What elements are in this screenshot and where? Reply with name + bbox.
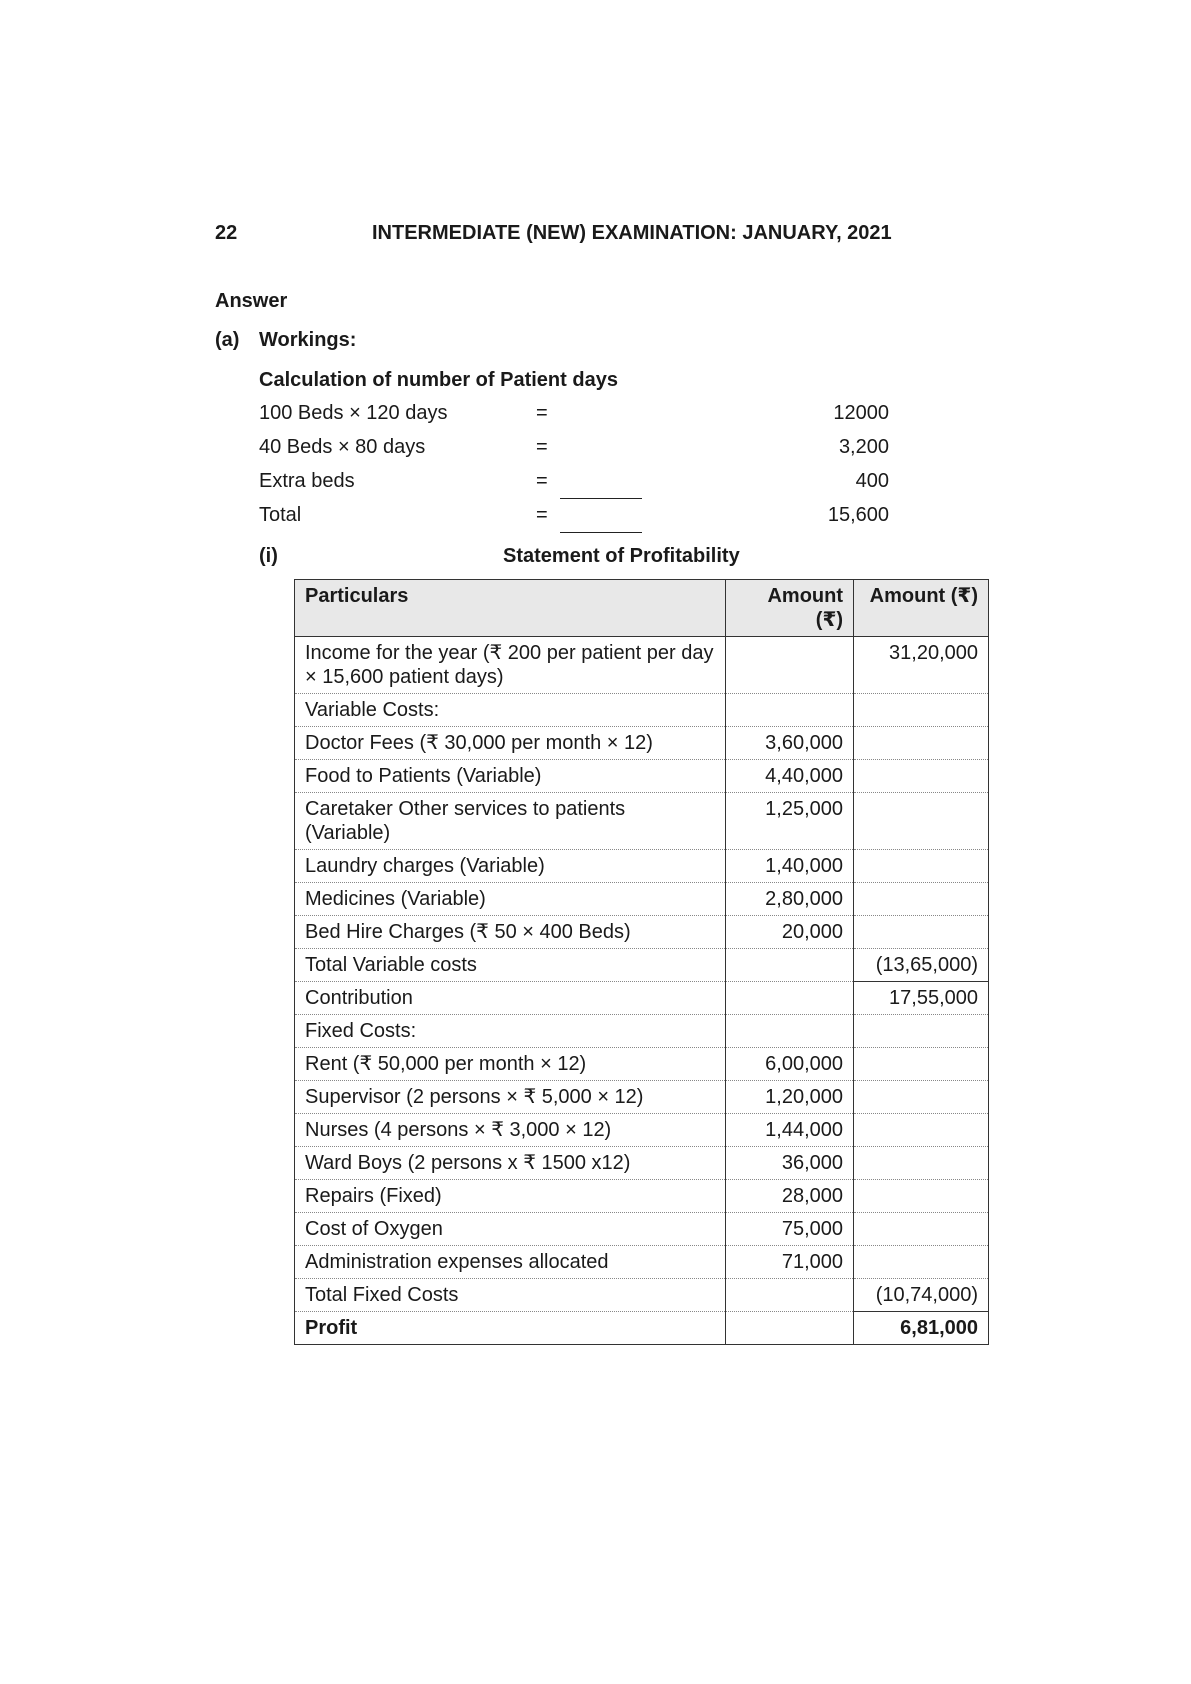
table-row (295, 982, 989, 1015)
row-amount-total (854, 727, 989, 760)
row-amount: 20,000 (726, 916, 854, 949)
calc-value: 3,200 (838, 436, 889, 458)
table-row (295, 694, 989, 727)
part-label: (a) (215, 329, 240, 351)
table-row (295, 850, 989, 883)
column-header-amount: Amount (₹) (854, 580, 989, 637)
row-amount (726, 1279, 854, 1312)
table-row (295, 1180, 989, 1213)
row-amount-total: 31,20,000 (854, 637, 989, 694)
row-amount: 36,000 (726, 1147, 854, 1180)
table-row (295, 1213, 989, 1246)
row-amount: 1,20,000 (726, 1081, 854, 1114)
row-amount (726, 949, 854, 982)
row-amount (726, 637, 854, 694)
row-amount-total: (10,74,000) (854, 1279, 989, 1312)
calc-equals: = (536, 402, 548, 424)
calc-value: 400 (855, 470, 889, 492)
calc-label: Extra beds (259, 470, 355, 492)
statement-title: Statement of Profitability (503, 545, 740, 567)
row-amount-total (854, 1081, 989, 1114)
row-particulars: Ward Boys (2 persons x ₹ 1500 x12) (295, 1147, 726, 1180)
table-row (295, 1114, 989, 1147)
answer-heading: Answer (215, 290, 288, 312)
row-amount: 1,44,000 (726, 1114, 854, 1147)
table-row (295, 637, 989, 694)
row-amount-total (854, 1114, 989, 1147)
row-amount-total (854, 793, 989, 850)
row-amount-total (854, 1048, 989, 1081)
table-row (295, 916, 989, 949)
calc-label: 40 Beds × 80 days (259, 436, 426, 458)
row-particulars: Rent (₹ 50,000 per month × 12) (295, 1048, 726, 1081)
table-row (295, 727, 989, 760)
row-amount: 28,000 (726, 1180, 854, 1213)
row-particulars: Income for the year (₹ 200 per patient per day × 15,600 patient days) (295, 637, 726, 694)
calc-equals: = (536, 436, 548, 458)
table-row (295, 883, 989, 916)
row-particulars: Laundry charges (Variable) (295, 850, 726, 883)
table-row (295, 1246, 989, 1279)
row-amount-total: (13,65,000) (854, 949, 989, 982)
row-amount (726, 1312, 854, 1345)
row-amount-total (854, 1147, 989, 1180)
statement-label: (i) (259, 545, 278, 567)
row-particulars: Variable Costs: (295, 694, 726, 727)
row-amount-total (854, 760, 989, 793)
row-amount: 4,40,000 (726, 760, 854, 793)
column-header-amount: Amount (₹) (726, 580, 854, 637)
row-amount-total: 17,55,000 (854, 982, 989, 1015)
table-row (295, 949, 989, 982)
column-header-particulars: Particulars (295, 580, 726, 637)
table-row (295, 1081, 989, 1114)
table-row-profit (295, 1312, 989, 1345)
row-amount: 71,000 (726, 1246, 854, 1279)
page-header-title: INTERMEDIATE (NEW) EXAMINATION: JANUARY, 2021 (372, 222, 892, 244)
calc-value: 15,600 (827, 504, 889, 526)
row-particulars: Supervisor (2 persons × ₹ 5,000 × 12) (295, 1081, 726, 1114)
row-amount-total (854, 1246, 989, 1279)
calc-label: 100 Beds × 120 days (259, 402, 448, 424)
row-particulars: Repairs (Fixed) (295, 1180, 726, 1213)
calc-value: 12000 (833, 402, 889, 424)
table-row (295, 1015, 989, 1048)
row-amount (726, 694, 854, 727)
part-title: Workings: (259, 329, 357, 351)
table-row (295, 1147, 989, 1180)
row-amount: 1,25,000 (726, 793, 854, 850)
row-amount-total (854, 916, 989, 949)
table-row (295, 793, 989, 850)
row-particulars: Total Fixed Costs (295, 1279, 726, 1312)
calc-equals: = (536, 470, 548, 492)
row-amount: 3,60,000 (726, 727, 854, 760)
profitability-table (294, 579, 989, 1345)
row-amount-total: 6,81,000 (854, 1312, 989, 1345)
row-amount: 1,40,000 (726, 850, 854, 883)
table-row (295, 1279, 989, 1312)
row-amount (726, 1015, 854, 1048)
row-particulars: Total Variable costs (295, 949, 726, 982)
calculation-title: Calculation of number of Patient days (259, 369, 618, 391)
row-amount-total (854, 1180, 989, 1213)
row-particulars: Bed Hire Charges (₹ 50 × 400 Beds) (295, 916, 726, 949)
row-particulars: Fixed Costs: (295, 1015, 726, 1048)
row-particulars: Medicines (Variable) (295, 883, 726, 916)
row-amount: 6,00,000 (726, 1048, 854, 1081)
row-amount-total (854, 1015, 989, 1048)
row-particulars: Nurses (4 persons × ₹ 3,000 × 12) (295, 1114, 726, 1147)
row-particulars: Cost of Oxygen (295, 1213, 726, 1246)
calc-label: Total (259, 504, 302, 526)
table-row (295, 1048, 989, 1081)
row-amount: 2,80,000 (726, 883, 854, 916)
row-amount-total (854, 1213, 989, 1246)
row-particulars: Food to Patients (Variable) (295, 760, 726, 793)
subtotal-rule (560, 498, 642, 499)
row-particulars: Contribution (295, 982, 726, 1015)
row-amount (726, 982, 854, 1015)
row-amount-total (854, 850, 989, 883)
row-amount: 75,000 (726, 1213, 854, 1246)
page-number: 22 (215, 222, 238, 244)
row-amount-total (854, 694, 989, 727)
table-header-row (295, 580, 989, 637)
row-particulars: Administration expenses allocated (295, 1246, 726, 1279)
row-particulars: Profit (295, 1312, 726, 1345)
calc-equals: = (536, 504, 548, 526)
row-amount-total (854, 883, 989, 916)
table-row (295, 760, 989, 793)
row-particulars: Doctor Fees (₹ 30,000 per month × 12) (295, 727, 726, 760)
row-particulars: Caretaker Other services to patients (Variable) (295, 793, 726, 850)
total-rule (560, 532, 642, 533)
